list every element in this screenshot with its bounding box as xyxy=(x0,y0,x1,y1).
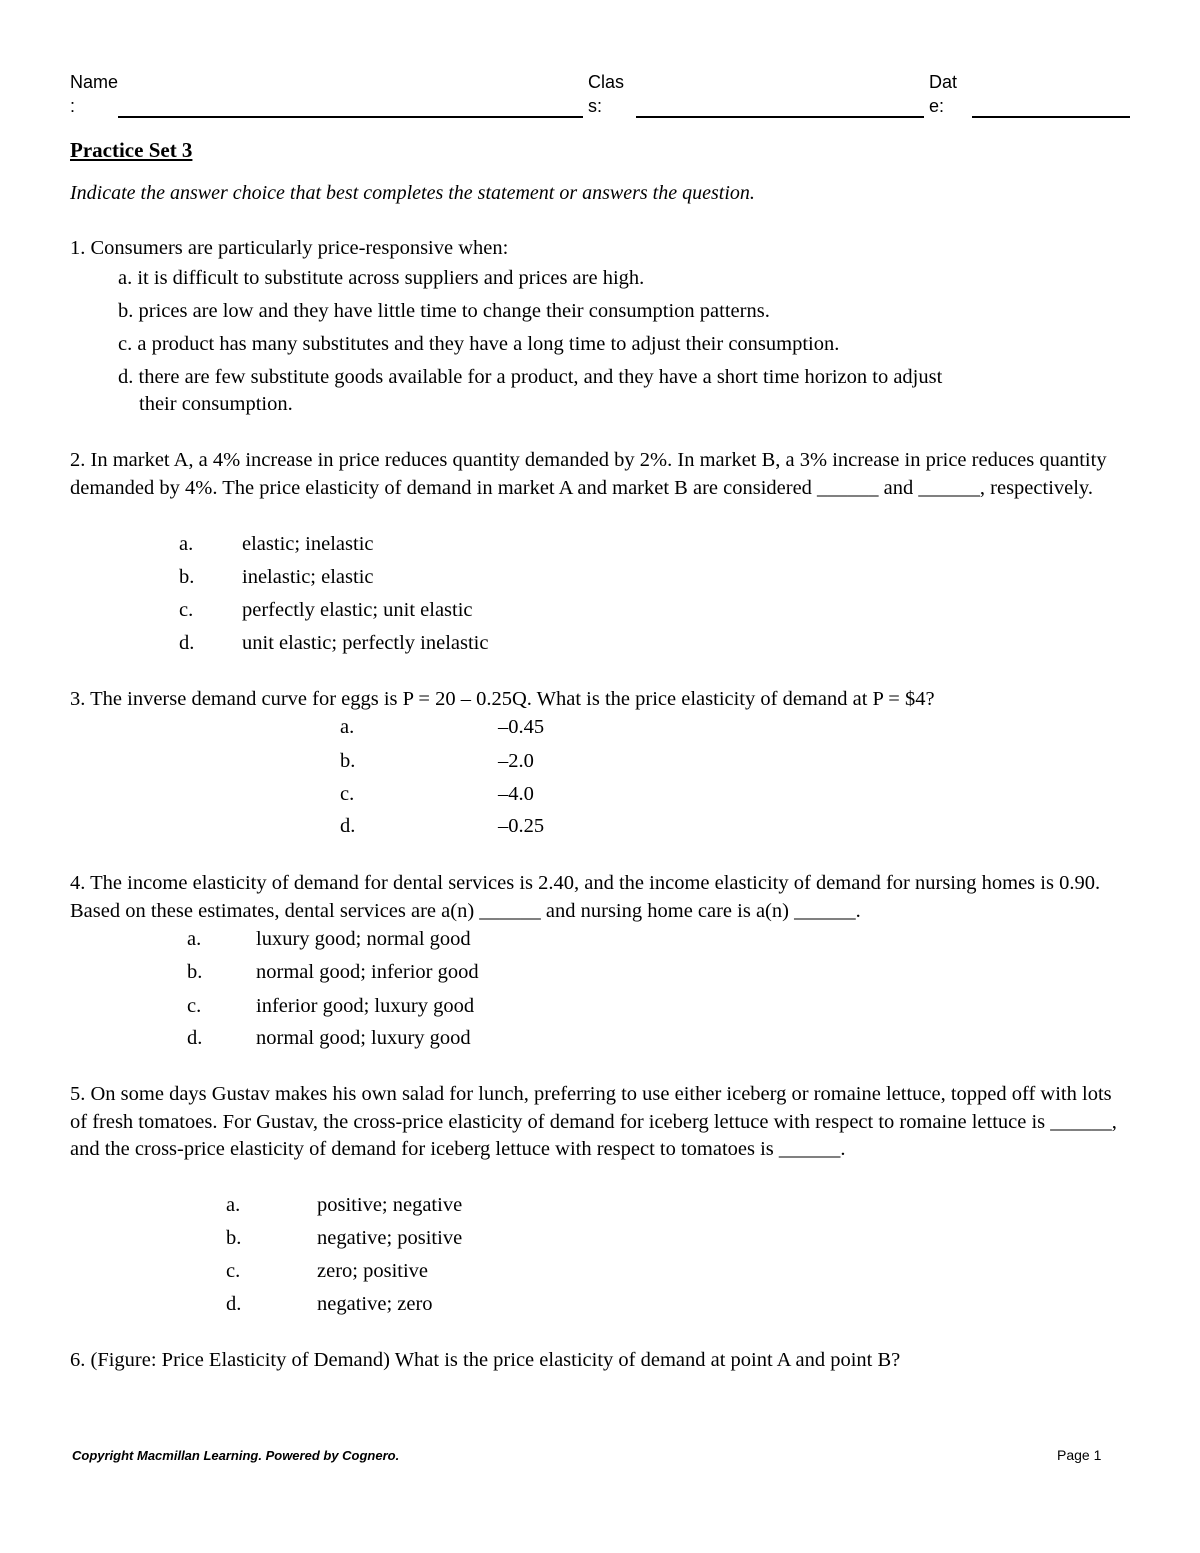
answer-option[interactable]: b. prices are low and they have little time to change their consumption patterns. xyxy=(118,300,770,322)
option-text[interactable]: negative; zero xyxy=(317,1293,433,1315)
option-letter[interactable]: b. xyxy=(179,566,195,588)
question-stem: 4. The income elasticity of demand for dental services is 2.40, and the income elasticity of demand for nursing homes is 0.90. Based on these estimates, dental services are a(n) ______ and nursing home care is a(n) ______. xyxy=(70,872,1101,922)
option-letter[interactable]: b. xyxy=(187,961,203,983)
option-letter[interactable]: a. xyxy=(179,533,194,555)
option-text[interactable]: elastic; inelastic xyxy=(242,533,374,555)
option-text[interactable]: normal good; inferior good xyxy=(256,961,479,983)
date-label-colon: e: xyxy=(929,96,945,116)
option-text[interactable]: –2.0 xyxy=(498,750,534,772)
name-label: Name xyxy=(70,72,119,92)
question-stem: 3. The inverse demand curve for eggs is P = 20 – 0.25Q. What is the price elasticity of demand at P = $4? xyxy=(70,688,935,710)
option-text[interactable]: positive; negative xyxy=(317,1194,463,1216)
option-letter[interactable]: c. xyxy=(179,599,194,621)
answer-option[interactable]: d. there are few substitute goods available for a product, and they have a short time horizon to adjust xyxy=(118,366,943,388)
answer-option[interactable]: a. it is difficult to substitute across suppliers and prices are high. xyxy=(118,267,645,289)
name-label-colon: : xyxy=(70,96,76,116)
option-letter[interactable]: c. xyxy=(340,783,355,805)
option-letter[interactable]: d. xyxy=(226,1293,242,1315)
option-text[interactable]: zero; positive xyxy=(317,1260,429,1282)
option-text[interactable]: negative; positive xyxy=(317,1227,463,1249)
class-input-line[interactable] xyxy=(636,116,924,118)
page-number: Page 1 xyxy=(1057,1447,1102,1463)
answer-option-continuation: their consumption. xyxy=(139,393,293,415)
name-input-line[interactable] xyxy=(118,116,583,118)
class-label: Clas xyxy=(588,72,625,92)
option-text[interactable]: normal good; luxury good xyxy=(256,1027,471,1049)
option-text[interactable]: –0.45 xyxy=(498,716,545,738)
question-stem: 5. On some days Gustav makes his own salad for lunch, preferring to use either iceberg or romaine lettuce, topped off with lots of fresh tomatoes. For Gustav, the cross-price elasticity of demand for iceberg lettuce with respect to romaine lettuce is ______, and the cross-price elasticity of demand for iceberg lettuce with respect to tomatoes is ______. xyxy=(70,1083,1117,1160)
footer-copyright: Copyright Macmillan Learning. Powered by Cognero. xyxy=(72,1448,400,1463)
option-text[interactable]: inferior good; luxury good xyxy=(256,995,475,1017)
option-text[interactable]: –0.25 xyxy=(498,815,545,837)
question-stem: 2. In market A, a 4% increase in price reduces quantity demanded by 2%. In market B, a 3% increase in price reduces quantity demanded by 4%. The price elasticity of demand in market A and market B are considered ______ and ______, respectively. xyxy=(70,449,1107,499)
option-letter[interactable]: c. xyxy=(187,995,202,1017)
class-label-colon: s: xyxy=(588,96,603,116)
option-letter[interactable]: a. xyxy=(187,928,202,950)
option-letter[interactable]: a. xyxy=(226,1194,241,1216)
page-title: Practice Set 3 xyxy=(70,138,193,162)
option-letter[interactable]: a. xyxy=(340,716,355,738)
question-stem: 1. Consumers are particularly price-responsive when: xyxy=(70,237,509,259)
option-text[interactable]: inelastic; elastic xyxy=(242,566,374,588)
date-input-line[interactable] xyxy=(972,116,1130,118)
option-letter[interactable]: c. xyxy=(226,1260,241,1282)
date-label: Dat xyxy=(929,72,958,92)
option-text[interactable]: unit elastic; perfectly inelastic xyxy=(242,632,489,654)
option-letter[interactable]: d. xyxy=(187,1027,203,1049)
option-text[interactable]: perfectly elastic; unit elastic xyxy=(242,599,473,621)
option-letter[interactable]: d. xyxy=(340,815,356,837)
option-letter[interactable]: d. xyxy=(179,632,195,654)
instructions: Indicate the answer choice that best completes the statement or answers the question. xyxy=(70,182,755,204)
option-letter[interactable]: b. xyxy=(340,750,356,772)
option-text[interactable]: –4.0 xyxy=(498,783,534,805)
option-text[interactable]: luxury good; normal good xyxy=(256,928,471,950)
question-stem: 6. (Figure: Price Elasticity of Demand) What is the price elasticity of demand at point A and point B? xyxy=(70,1349,901,1371)
answer-option[interactable]: c. a product has many substitutes and they have a long time to adjust their consumption. xyxy=(118,333,840,355)
option-letter[interactable]: b. xyxy=(226,1227,242,1249)
